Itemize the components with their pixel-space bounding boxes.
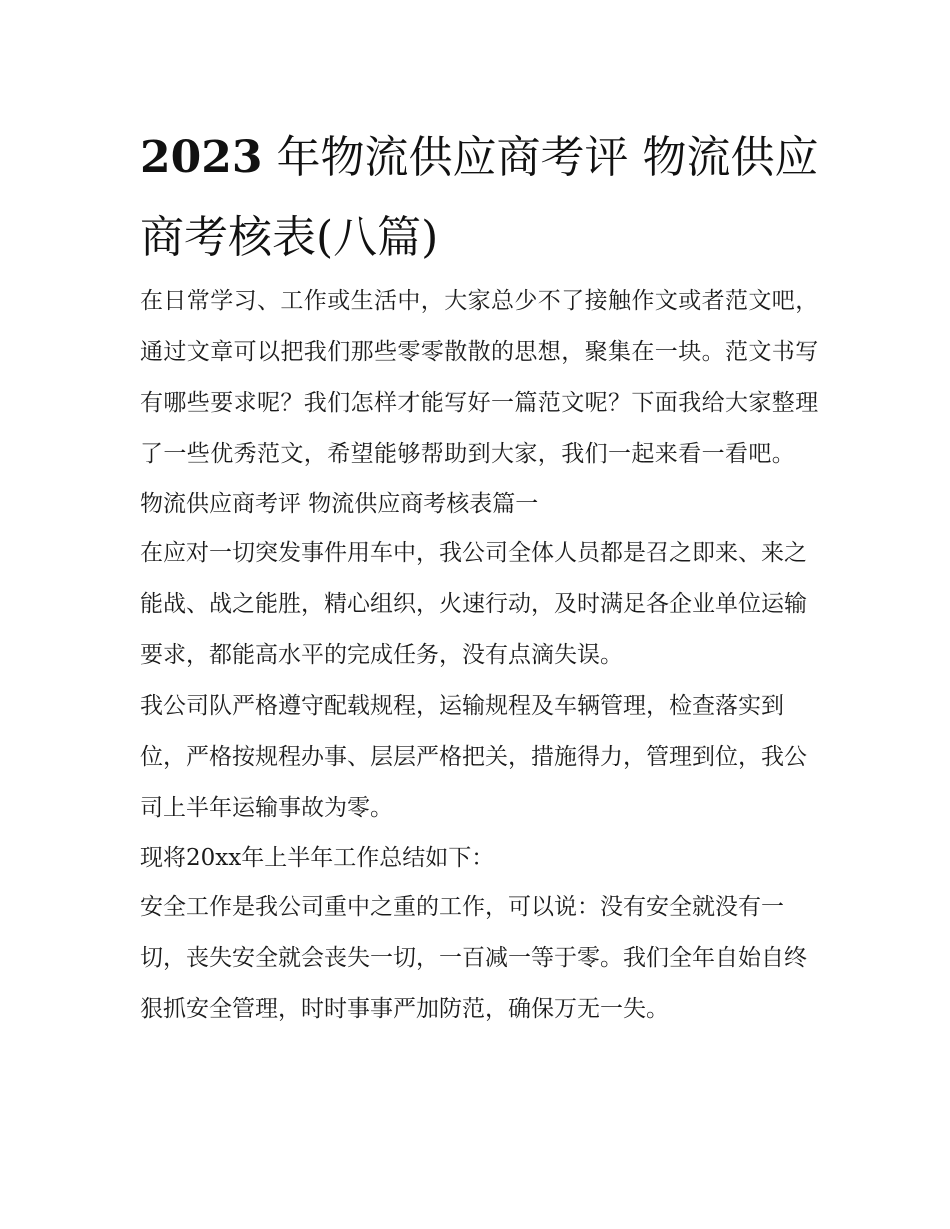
body-paragraph: 现将20xx年上半年工作总结如下：: [140, 845, 495, 871]
section-heading: 物流供应商考评 物流供应商考核表篇一: [140, 491, 539, 517]
body-paragraph: 在应对一切突发事件用车中，我公司全体人员都是召之即来、来之能战、战之能胜，精心组织，火速行动，及时满足各企业单位运输要求，都能高水平的完成任务，没有点滴失误。: [140, 540, 807, 668]
document-title: [140, 118, 820, 278]
intro-paragraph: 在日常学习、工作或生活中，大家总少不了接触作文或者范文吧，通过文章可以把我们那些零零散散的思想，聚集在一块。范文书写有哪些要求呢？我们怎样才能写好一篇范文呢？下面我给大家整理了一些优秀范文，希望能够帮助到大家，我们一起来看一看吧。: [140, 288, 819, 467]
title-year: 2023: [140, 132, 263, 183]
document-body: [140, 276, 820, 1035]
body-paragraph: 安全工作是我公司重中之重的工作，可以说：没有安全就没有一切，丧失安全就会丧失一切，一百减一等于零。我们全年自始自终狠抓安全管理，时时事事严加防范，确保万无一失。: [140, 894, 807, 1022]
body-paragraph: 我公司队严格遵守配载规程，运输规程及车辆管理，检查落实到位，严格按规程办事、层层严格把关，措施得力，管理到位，我公司上半年运输事故为零。: [140, 693, 807, 821]
title-text: 年物流供应商考评 物流供应商考核表(八篇): [140, 132, 819, 263]
